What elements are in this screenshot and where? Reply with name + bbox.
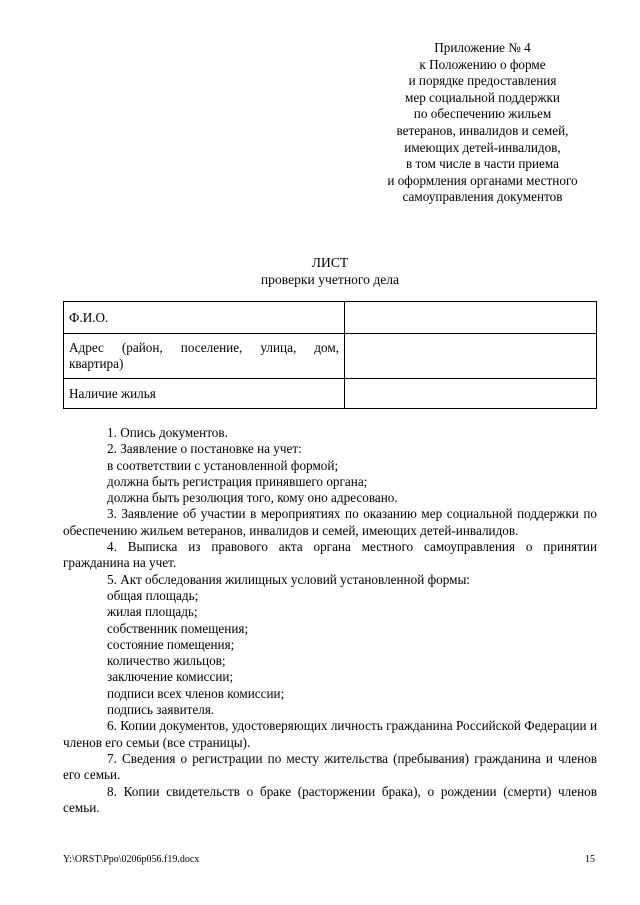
fio-value [345, 302, 597, 334]
housing-label: Наличие жилья [64, 379, 345, 409]
list-item: 8. Копии свидетельств о браке (расторжении брака), о рождении (смерти) членов семьи. [63, 783, 597, 815]
list-item: заключение комиссии; [107, 669, 234, 685]
list-item: 7. Сведения о регистрации по месту жительства (пребывания) гражданина и членов его семьи. [63, 750, 597, 783]
appendix-line: Приложение № 4 [434, 40, 531, 55]
appendix-line: и порядке предоставления [408, 73, 557, 89]
list-item: в соответствии с установленной формой; [107, 457, 339, 473]
list-item: 4. Выписка из правового акта органа местного самоуправления о принятии гражданина на учет. [63, 539, 597, 571]
table-row [64, 334, 597, 379]
page-number: 15 [585, 854, 595, 865]
list-item: общая площадь; [107, 587, 199, 603]
address-label [64, 334, 345, 379]
table-row [64, 379, 597, 409]
title-sub: проверки учетного дела [260, 271, 400, 287]
list-item: собственник помещения; [107, 620, 249, 636]
address-label-line1: Адрес (район, поселение, улица, дом, [69, 340, 339, 355]
list-item: 5. Акт обследования жилищных условий установленной формы: [107, 571, 470, 587]
list-item: должна быть резолюция того, кому оно адресовано. [107, 490, 398, 506]
appendix-header [360, 40, 605, 206]
list-item: состояние помещения; [107, 636, 235, 652]
list-item: 1. Опись документов. [107, 425, 228, 440]
footer-file-path: Y:\ORST\Ppo\0206p056.f19.docx [63, 854, 200, 865]
appendix-line: ветеранов, инвалидов и семей, [396, 122, 569, 138]
appendix-line: имеющих детей-инвалидов, [404, 139, 561, 155]
address-value [345, 334, 597, 379]
title-main: ЛИСТ [311, 255, 349, 270]
list-item: жилая площадь; [107, 604, 198, 620]
fio-label: Ф.И.О. [64, 302, 345, 334]
list-item: количество жильцов; [107, 653, 226, 669]
appendix-line: самоуправления документов [402, 189, 563, 205]
info-table [63, 301, 597, 409]
address-label-line2: квартира) [69, 356, 124, 371]
appendix-line: по обеспечению жильем [413, 106, 552, 122]
list-item: подписи всех членов комиссии; [107, 685, 285, 701]
list-item: подпись заявителя. [107, 702, 215, 718]
table-row [64, 302, 597, 334]
appendix-line: и оформления органами местного [387, 172, 578, 188]
appendix-line: в том числе в части приема [405, 156, 560, 172]
document-body [63, 425, 597, 816]
list-item: 2. Заявление о постановке на учет: [107, 441, 302, 457]
appendix-line: мер социальной поддержки [405, 89, 560, 105]
list-item: 3. Заявление об участии в мероприятиях по оказанию мер социальной поддержки по обеспечению жильем ветеранов, инвалидов и семей, имеющих детей-инвалидов. [63, 506, 597, 538]
list-item: 6. Копии документов, удостоверяющих личность гражданина Российской Федерации и членов его семьи (все страницы). [63, 718, 597, 750]
list-item: должна быть регистрация принявшего органа; [107, 473, 368, 489]
housing-value [345, 379, 597, 409]
appendix-line: к Положению о форме [419, 56, 546, 72]
document-title [0, 255, 640, 288]
